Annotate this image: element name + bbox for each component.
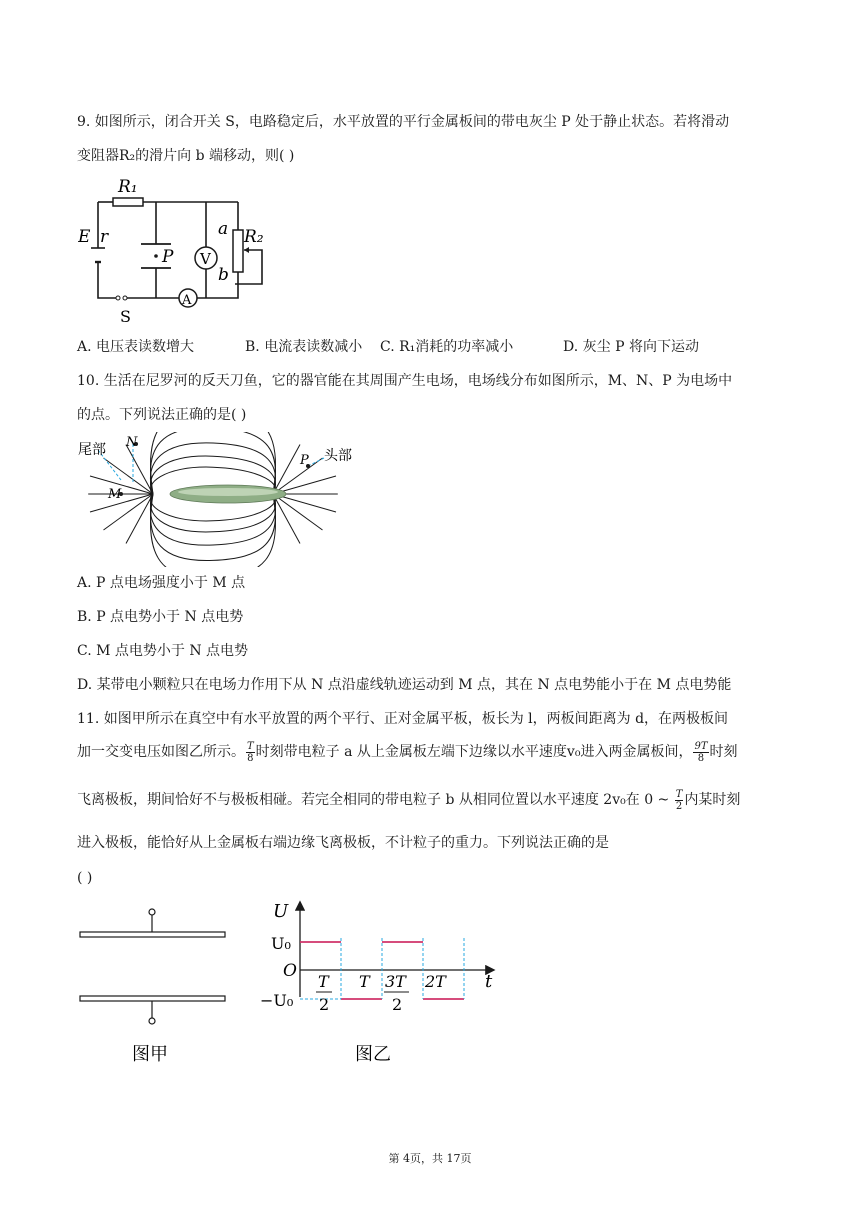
q11-stem-line3 — [77, 786, 740, 814]
label-tail: 尾部 — [78, 442, 106, 458]
q9-stem-line2: 变阻器R₂的滑片向 b 端移动，则( ) — [77, 148, 295, 164]
label-P: P — [162, 247, 174, 267]
q11-line3-a: 飞离极板，期间恰好不与极板相碰。若完全相同的带电粒子 b 从相同位置以水平速度 2v₀在 0 ~ — [77, 792, 674, 808]
tick-2T: 2T — [425, 972, 446, 991]
q10-stem-line1: 10. 生活在尼罗河的反天刀鱼，它的器官能在其周围产生电场，电场线分布如图所示，M、N、P 为电场中 — [77, 373, 733, 389]
q9-option-b: B. 电流表读数减小 — [245, 339, 363, 355]
head-ray — [273, 494, 300, 544]
q11-stem-line2 — [77, 738, 738, 766]
label-S: S — [120, 307, 131, 326]
tick-label-neg-U0: −U₀ — [260, 991, 294, 1010]
label-b: b — [218, 265, 229, 285]
tick-3T-over-2-den: 2 — [392, 995, 403, 1014]
tail-ray — [90, 476, 153, 494]
label-r: r — [100, 227, 109, 247]
q11-fig-jia-plates — [78, 900, 238, 1070]
label-M: M — [108, 487, 122, 502]
tick-3T-over-2-num: 3T — [385, 972, 406, 991]
label-N: N — [126, 435, 138, 450]
field-line — [151, 494, 276, 567]
page-footer: 第 4页，共 17页 — [388, 1152, 472, 1165]
q11-stem-line1: 11. 如图甲所示在真空中有水平放置的两个平行、正对金属平板，板长为 l，两板间距离为 d，在两极板间 — [77, 711, 729, 727]
q11-line2-c: 时刻 — [709, 744, 738, 760]
q9-option-a: A. 电压表读数增大 — [77, 339, 195, 355]
q10-option-c: C. M 点电势小于 N 点电势 — [77, 643, 249, 659]
q10-option-a: A. P 点电场强度小于 M 点 — [77, 575, 246, 591]
frac-T-over-8: $\frac{T}{8}$ — [247, 740, 254, 764]
tail-ray — [126, 494, 153, 544]
fig-jia-caption: 图甲 — [132, 1044, 168, 1065]
tail-ray — [126, 445, 153, 495]
axis-label-t: t — [485, 971, 493, 992]
q11-line2-b: 时刻带电粒子 a 从上金属板左端下边缘以水平速度v₀进入两金属板间， — [255, 744, 693, 760]
tick-T: T — [359, 972, 370, 991]
tick-label-U0: U₀ — [271, 934, 291, 953]
q11-fig-yi-voltage-graph — [255, 895, 505, 1070]
head-ray — [273, 445, 300, 495]
field-line — [151, 432, 276, 494]
label-R1: R₁ — [118, 177, 138, 197]
tick-T-over-2-den: 2 — [319, 995, 330, 1014]
q11-line3-b: 内某时刻 — [684, 792, 741, 808]
q10-fish-field-diagram — [78, 432, 358, 567]
q10-option-b: B. P 点电势小于 N 点电势 — [77, 609, 244, 625]
label-V: V — [200, 250, 211, 268]
head-ray — [273, 458, 323, 494]
tick-T-over-2-num: T — [318, 972, 329, 991]
q10-option-d: D. 某带电小颗粒只在电场力作用下从 N 点沿虚线轨迹运动到 M 点，其在 N 点电势能小于在 M 点电势能 — [77, 677, 732, 693]
frac-T-over-2: $\frac{T}{2}$ — [675, 788, 683, 812]
q9-option-d: D. 灰尘 P 将向下运动 — [563, 339, 699, 355]
field-line — [151, 432, 276, 494]
label-R2: R₂ — [244, 227, 264, 247]
q9-options — [77, 337, 777, 357]
axis-label-U: U — [273, 901, 289, 922]
tail-ray — [90, 494, 153, 512]
q9-circuit-diagram — [78, 172, 278, 330]
label-P-fish: P — [300, 453, 309, 468]
frac-9T-over-8: $\frac{9T}{8}$ — [694, 740, 708, 764]
head-ray — [273, 494, 323, 530]
q9-stem-line1: 9. 如图所示，闭合开关 S，电路稳定后，水平放置的平行金属板间的带电灰尘 P 处于静止状态。若将滑动 — [77, 114, 730, 130]
origin-label: O — [283, 961, 297, 981]
fig-yi-caption: 图乙 — [355, 1044, 391, 1065]
q11-line2-a: 加一交变电压如图乙所示。 — [77, 744, 245, 760]
label-a: a — [218, 219, 229, 239]
q11-stem-line4: 进入极板，能恰好从上金属板右端边缘飞离极板，不计粒子的重力。下列说法正确的是 — [77, 835, 609, 851]
field-line — [151, 494, 276, 561]
q9-option-c: C. R₁消耗的功率减小 — [380, 339, 514, 355]
label-head: 头部 — [324, 448, 352, 464]
label-A: A — [182, 293, 192, 308]
q11-stem-line5: ( ) — [77, 870, 93, 886]
label-E: E — [78, 227, 91, 247]
q10-stem-line2: 的点。下列说法正确的是( ) — [77, 407, 247, 423]
